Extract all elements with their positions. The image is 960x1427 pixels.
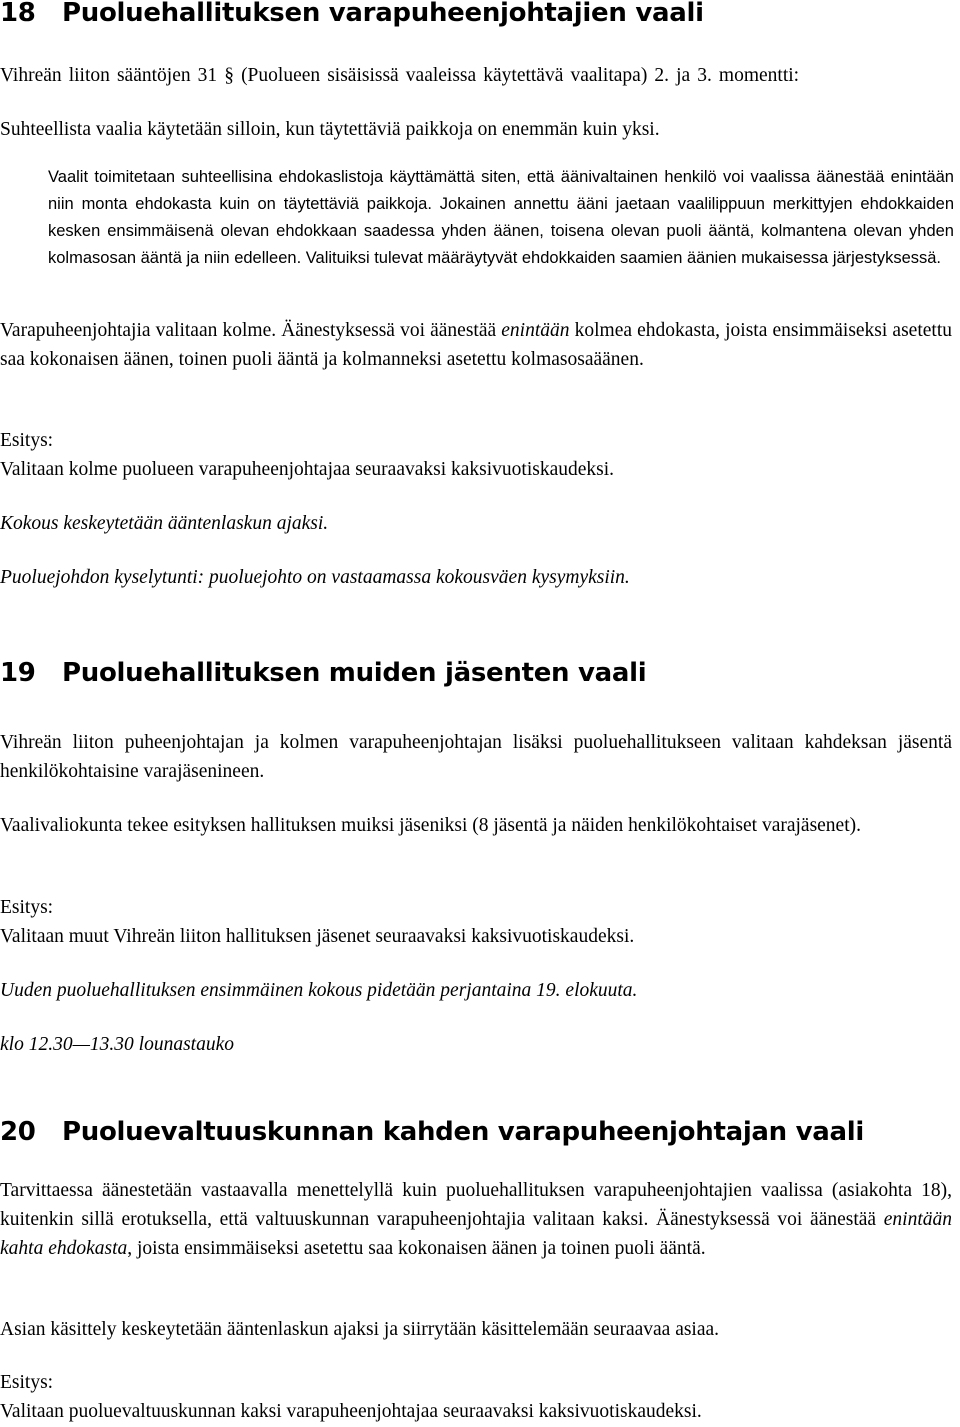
proposal-label: Esitys: [0,897,54,918]
section-number: 18 [0,0,36,28]
section-number: 19 [0,658,36,688]
section-20-para-1 [0,1176,952,1263]
section-title: Puoluevaltuuskunnan kahden varapuheenjohtajan vaali [62,1117,864,1147]
section-18-body [0,316,952,374]
proposal-text: Valitaan muut Vihreän liiton hallituksen jäsenet seuraavaksi kaksivuotiskaudeksi. [0,926,635,947]
section-18-note-1: Kokous keskeytetään ääntenlaskun ajaksi. [0,513,329,534]
section-18-proposal [0,426,952,484]
section-18-heading [0,0,952,30]
section-19-note-1: Uuden puoluehallituksen ensimmäinen kokous pidetään perjantaina 19. elokuuta. [0,980,638,1001]
proposal-text: Valitaan kolme puolueen varapuheenjohtajaa seuraavaksi kaksivuotiskaudeksi. [0,459,615,480]
body-text: kolmea ehdokasta, joista ensimmäiseksi asetettu saa kokonaisen äänen, toinen puoli ääntä ja kolmanneksi asetettu kolmasosaäänen. [0,320,952,370]
proposal-text: Valitaan puoluevaltuuskunnan kaksi varapuheenjohtajaa seuraavaksi kaksivuotiskaudeksi. [0,1401,702,1422]
section-18-intro: Vihreän liiton sääntöjen 31 § (Puolueen sisäisissä vaaleissa käytettävä vaalitapa) 2. ja 3. momentti: [0,65,800,86]
section-number: 20 [0,1117,36,1147]
body-text: Tarvittaessa äänestetään vastaavalla menettelyllä kuin puoluehallituksen varapuheenjohtajien vaalissa (asiakohta 18), kuitenkin sillä erotuksella, että valtuuskunnan varapuheenjohtajia valitaan kaksi. Äänestyksessä voi äänestää [0,1180,952,1230]
section-20-heading [0,1115,952,1149]
rule-paragraph-1: Suhteellista vaalia käytetään silloin, kun täytettäviä paikkoja on enemmän kuin yksi. [0,119,660,140]
section-20-proposal [0,1368,952,1426]
section-20-para-2: Asian käsittely keskeytetään ääntenlaskun ajaksi ja siirrytään käsittelemään seuraavaa asiaa. [0,1319,720,1340]
body-text: Varapuheenjohtajia valitaan kolme. Äänestyksessä voi äänestää [0,320,502,341]
emphasis-text: enintään kahta ehdokasta [0,1209,952,1259]
body-text: , joista ensimmäiseksi asetettu saa kokonaisen äänen ja toinen puoli ääntä. [127,1238,706,1259]
section-19-proposal [0,893,952,951]
rule-paragraph-2: Vaalit toimitetaan suhteellisina ehdokaslistoja käyttämättä siten, että äänivaltainen henkilö voi vaalissa äänestää enintään niin monta ehdokasta kuin on täytettäviä paikkoja. Jokainen annettu ääni jaetaan vaalilippuun merkittyjen ehdokkaiden kesken ensimmäisenä olevan ehdokkaan saadessa yhden äänen, toisena olevan puoli ääntä, kolmantena olevan yhden kolmasosan ääntä ja niin edelleen. Valituiksi tulevat määräytyvät ehdokkaiden saamien äänien mukaisessa järjestyksessä. [48,168,954,267]
section-title: Puoluehallituksen varapuheenjohtajien vaali [62,0,704,28]
section-19-para-2: Vaalivaliokunta tekee esityksen hallituksen muiksi jäseniksi (8 jäsentä ja näiden henkilökohtaiset varajäsenet). [0,815,861,836]
proposal-label: Esitys: [0,1372,54,1393]
section-19-heading [0,656,952,690]
section-title: Puoluehallituksen muiden jäsenten vaali [62,658,647,688]
section-19-para-1: Vihreän liiton puheenjohtajan ja kolmen varapuheenjohtajan lisäksi puoluehallitukseen valitaan kahdeksan jäsentä henkilökohtaisine varajäsenineen. [0,732,952,782]
emphasis-text: enintään [501,320,570,341]
proposal-label: Esitys: [0,430,54,451]
section-19-note-2: klo 12.30—13.30 lounastauko [0,1034,234,1055]
section-18-note-2: Puoluejohdon kyselytunti: puoluejohto on vastaamassa kokousväen kysymyksiin. [0,567,630,588]
